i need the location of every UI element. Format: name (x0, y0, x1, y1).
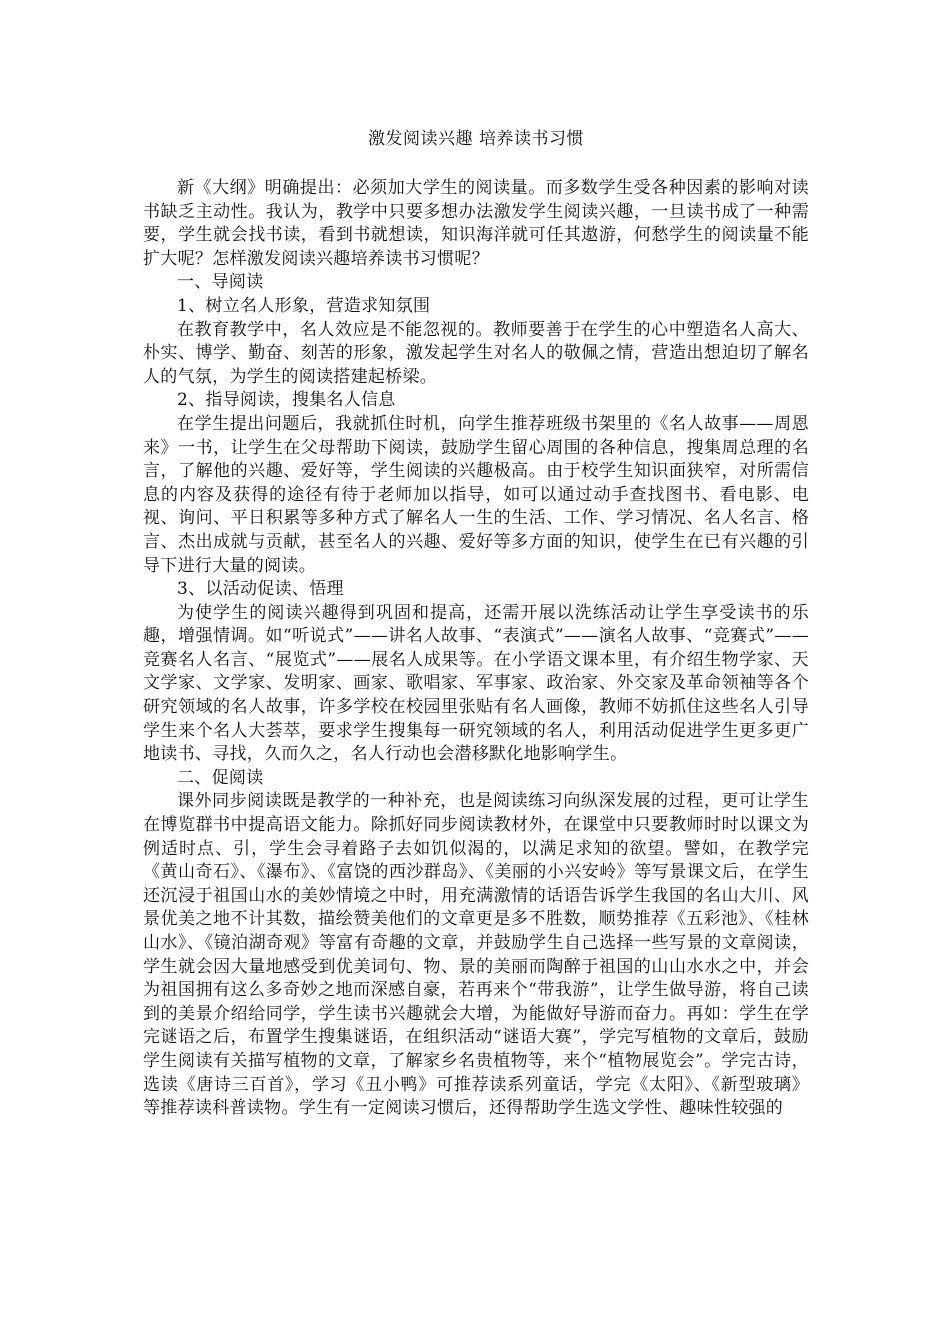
document-body (143, 177, 809, 1121)
document-page (143, 0, 809, 1121)
section-heading-guide-reading: 一、导阅读 (177, 272, 264, 293)
subheading-guide-collect: 2、指导阅读，搜集名人信息 (177, 390, 396, 411)
section-heading-promote-reading: 二、促阅读 (177, 767, 264, 788)
paragraph-intro: 新《大纲》明确提出：必须加大学生的阅读量。而多数学生受各种因素的影响对读书缺乏主动性。我认为，教学中只要多想办法激发学生阅读兴趣，一旦读书成了一种需要，学生就会找书读，看到书就想读，知识海洋就可任其遨游，何愁学生的阅读量不能扩大呢？怎样激发阅读兴趣培养读书习惯呢？ (143, 178, 809, 269)
paragraph-famous-effect: 在教育教学中，名人效应是不能忽视的。教师要善于在学生的心中塑造名人高大、朴实、博学、勤奋、刻苦的形象，激发起学生对名人的敬佩之情，营造出想迫切了解名人的气氛，为学生的阅读搭建起桥梁。 (143, 319, 809, 387)
subheading-famous-image: 1、树立名人形象，营造求知氛围 (177, 295, 431, 316)
paragraph-activities: 为使学生的阅读兴趣得到巩固和提高，还需开展以洗练活动让学生享受读书的乐趣，增强情调。如“听说式”——讲名人故事、“表演式”——演名人故事、“竞赛式”——竞赛名人名言、“展览式”——展名人成果等。在小学语文课本里，有介绍生物学家、天文学家、文学家、发明家、画家、歌唱家、军事家、政治家、外交家及革命领袖等各个研究领域的名人故事，许多学校在校园里张贴有名人画像，教师不妨抓住这些名人引导学生来个名人大荟萃，要求学生搜集每一研究领域的名人，利用活动促进学生更多更广地读书、寻找，久而久之，名人行动也会潜移默化地影响学生。 (143, 602, 809, 765)
paragraph-recommend-book: 在学生提出问题后，我就抓住时机，向学生推荐班级书架里的《名人故事——周恩来》一书，让学生在父母帮助下阅读，鼓励学生留心周围的各种信息，搜集周总理的名言，了解他的兴趣、爱好等，学生阅读的兴趣极高。由于校学生知识面狭窄，对所需信息的内容及获得的途径有待于老师加以指导，如可以通过动手查找图书、看电影、电视、询问、平日积累等多种方式了解名人一生的生活、工作、学习情况、名人名言、格言、杰出成就与贡献，甚至名人的兴趣、爱好等多方面的知识，使学生在已有兴趣的引导下进行大量的阅读。 (143, 413, 809, 576)
document-title: 激发阅读兴趣 培养读书习惯 (368, 129, 584, 149)
subheading-activities: 3、以活动促读、悟理 (177, 579, 344, 600)
paragraph-extracurricular: 课外同步阅读既是教学的一种补充，也是阅读练习向纵深发展的过程，更可让学生在博览群书中提高语文能力。除抓好同步阅读教材外，在课堂中只要教师时时以课文为例适时点、引，学生会寻着路子去如饥似渴的，以满足求知的欲望。譬如，在教学完《黄山奇石》、《瀑布》、《富饶的西沙群岛》、《美丽的小兴安岭》等写景课文后，在学生还沉浸于祖国山水的美妙情境之中时，用充满激情的话语告诉学生我国的名山大川、风景优美之地不计其数，描绘赞美他们的文章更是多不胜数，顺势推荐《五彩池》、《桂林山水》、《镜泊湖奇观》等富有奇趣的文章，并鼓励学生自己选择一些写景的文章阅读，学生就会因大量地感受到优美词句、物、景的美丽而陶醉于祖国的山山水水之中，并会为祖国拥有这么多奇妙之地而深感自豪，若再来个“带我游”，让学生做导游，将自己读到的美景介绍给同学，学生读书兴趣就会大增，为能做好导游而奋力。再如：学生在学完谜语之后，布置学生搜集谜语，在组织活动“谜语大赛”，学完写植物的文章后，鼓励学生阅读有关描写植物的文章，了解家乡名贵植物等，来个“植物展览会”。学完古诗，选读《唐诗三百首》，学习《丑小鸭》可推荐读系列童话，学完《太阳》、《新型玻璃》等推荐读科普读物。学生有一定阅读习惯后，还得帮助学生选文学性、趣味性较强的 (143, 791, 809, 1119)
